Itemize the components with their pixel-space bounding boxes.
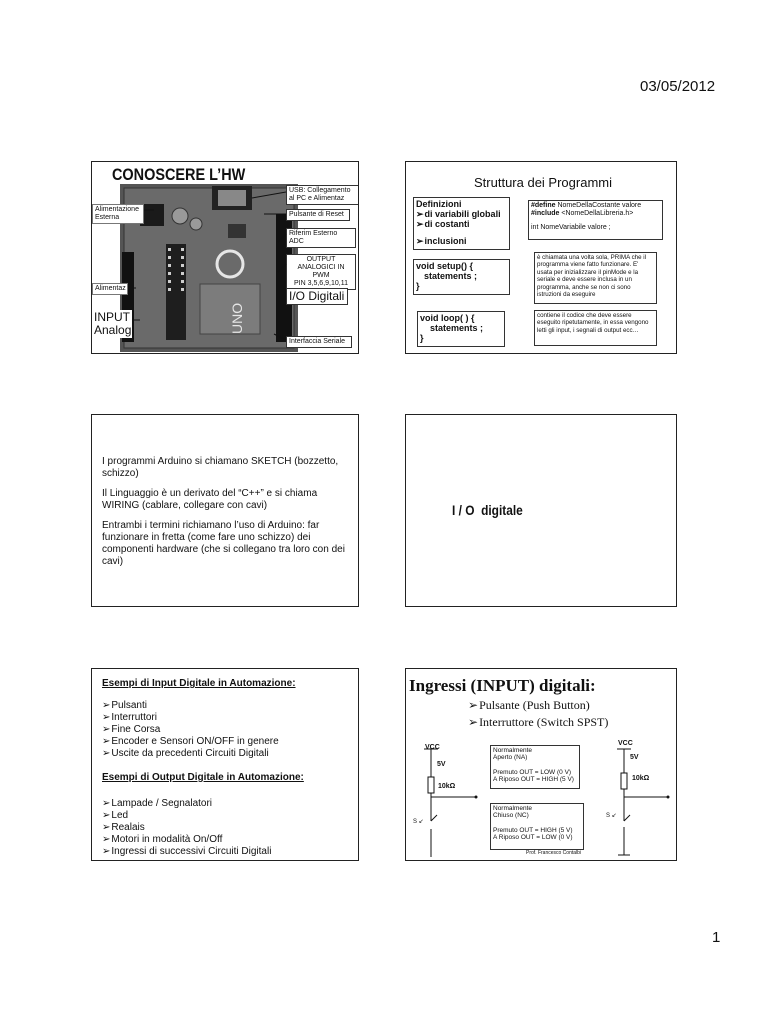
list-item: ➢ inclusioni — [416, 236, 507, 246]
voltage-label: 5V — [437, 761, 446, 768]
setup-box — [413, 259, 510, 295]
callout-reset: Pulsante di Reset — [286, 209, 350, 221]
input-examples-list — [102, 700, 352, 760]
na-line: Normalmente — [493, 747, 533, 754]
resistor-label: 10kΩ — [438, 783, 456, 790]
slide-conoscere-hw — [91, 161, 359, 354]
list-item: ➢ Pulsante (Push Button) — [468, 697, 608, 714]
list-item: ➢ Fine Corsa — [102, 724, 352, 736]
slide-io-digitale — [405, 414, 677, 607]
list-item: ➢ di costanti — [416, 219, 507, 229]
resistor-label: 10kΩ — [632, 775, 650, 782]
definizioni-box — [413, 197, 510, 250]
list-item: ➢ Ingressi di successivi Circuiti Digitali — [102, 846, 352, 858]
page-date: 03/05/2012 — [640, 78, 716, 95]
define-keyword: #define — [531, 202, 556, 209]
setup-description: è chiamata una volta sola, PRIMA che il programma viene fatto funzionare. E' usata per inizializzare il pinMode e la seriale e deve essere inclusa in un programma, anche se non ci sono istruzioni da eseguire — [534, 252, 657, 304]
list-item: ➢ di variabili globali — [416, 209, 507, 219]
callout-alimentaz: Alimentaz — [92, 283, 128, 295]
loop-description: contiene il codice che deve essere eseguito ripetutamente, in essa vengono letti gli input, i segnali di output ecc… — [534, 310, 657, 346]
pull-up-circuit-na — [406, 737, 486, 859]
list-item: ➢ Pulsanti — [102, 700, 352, 712]
output-analogici-label: OUTPUT ANALOGICI IN PWM — [297, 256, 345, 279]
list-item: ➢ Realais — [102, 822, 352, 834]
title-io: I / O — [452, 502, 475, 518]
output-examples-list — [102, 798, 352, 858]
variable-line: int NomeVariabile valore ; — [531, 224, 611, 231]
callout-io-digitali: I/O Digitali — [286, 288, 348, 305]
slide-title: CONOSCERE L’HW — [112, 165, 246, 184]
slide-sketch-wiring — [91, 414, 359, 607]
nc-line: Chiuso (NC) — [493, 812, 529, 820]
inclusioni-list — [416, 236, 507, 246]
callout-input-analog: INPUT Analog — [94, 310, 132, 337]
na-line: A Riposo OUT = HIGH (5 V) — [493, 776, 574, 784]
input-type-list — [468, 697, 608, 731]
paragraph-sketch: I programmi Arduino si chiamano SKETCH (bozzetto, schizzo) — [102, 456, 339, 479]
paragraph-wiring: Il Linguaggio è un derivato del “C++” e si chiama WIRING (cablare, collegare con cavi) — [102, 488, 318, 511]
list-item: ➢ Motori in modalità On/Off — [102, 834, 352, 846]
callout-usb: USB: Collegamento al PC e Alimentaz — [286, 185, 359, 205]
page-number: 1 — [712, 929, 721, 946]
list-item: ➢ Led — [102, 810, 352, 822]
switch-label: S ↙ — [606, 813, 617, 819]
include-keyword: #include — [531, 210, 560, 217]
slide-title: Struttura dei Programmi — [474, 175, 612, 190]
switch-label: S ↙ — [413, 819, 424, 825]
slide-body — [102, 456, 352, 568]
setup-line: void setup() { — [416, 261, 474, 271]
svg-text:UNO: UNO — [229, 302, 245, 334]
list-item: ➢ Encoder e Sensori ON/OFF in genere — [102, 736, 352, 748]
list-item: ➢ Lampade / Segnalatori — [102, 798, 352, 810]
loop-line: void loop( ) { — [420, 313, 475, 323]
slide-title — [452, 502, 523, 518]
title-digitale: digitale — [481, 502, 523, 518]
slide-body — [102, 678, 352, 858]
list-item: ➢ Interruttori — [102, 712, 352, 724]
nc-line: A Riposo OUT = LOW (0 V) — [493, 834, 573, 842]
setup-line: statements ; — [424, 271, 478, 281]
author-credit: Prof. Francesco Contalbi — [526, 850, 582, 856]
callout-interfaccia-seriale: Interfaccia Seriale — [286, 336, 352, 348]
setup-line: } — [416, 281, 420, 291]
loop-box — [417, 311, 505, 347]
paragraph-arduino-use: Entrambi i termini richiamano l’uso di Arduino: far funzionare in fretta (come fare uno schizzo) dei componenti hardware (che si collegano tra loro con dei cavi) — [102, 520, 345, 567]
callout-riferim-adc: Riferim Esterno ADC — [286, 228, 356, 248]
list-item: ➢ Interruttore (Switch SPST) — [468, 714, 608, 731]
pin-list: PIN 3,5,6,9,10,11 — [294, 280, 348, 287]
loop-line: statements ; — [430, 323, 484, 333]
definizioni-list — [416, 209, 507, 229]
list-item: ➢ Uscite da precedenti Circuiti Digitali — [102, 748, 352, 760]
vcc-label: VCC — [618, 740, 633, 747]
slide-struttura-programmi — [405, 161, 677, 354]
vcc-label: VCC — [425, 744, 440, 751]
slide-esempi-automazione — [91, 668, 359, 861]
voltage-label: 5V — [630, 754, 639, 761]
loop-line: } — [420, 333, 424, 343]
callout-connector-lines — [92, 162, 359, 354]
nc-line: Premuto OUT = HIGH (5 V) — [493, 826, 573, 834]
callout-alimentazione-esterna: Alimentazione Esterna — [92, 204, 144, 224]
include-rest: <NomeDellaLibreria.h> — [561, 210, 634, 217]
heading-output: Esempi di Output Digitale in Automazione: — [102, 772, 304, 783]
nc-description-box — [490, 803, 584, 850]
heading-input: Esempi di Input Digitale in Automazione: — [102, 678, 296, 689]
define-rest: NomeDellaCostante valore — [557, 202, 642, 209]
nc-line: Normalmente — [493, 805, 533, 812]
define-box — [528, 200, 663, 240]
slide-title: Ingressi (INPUT) digitali: — [409, 676, 596, 695]
na-description-box — [490, 745, 580, 789]
slide-ingressi-digitali — [405, 668, 677, 861]
definizioni-heading: Definizioni — [416, 199, 462, 209]
na-line: Aperto (NA) — [493, 754, 528, 762]
na-line: Premuto OUT = LOW (0 V) — [493, 768, 572, 776]
